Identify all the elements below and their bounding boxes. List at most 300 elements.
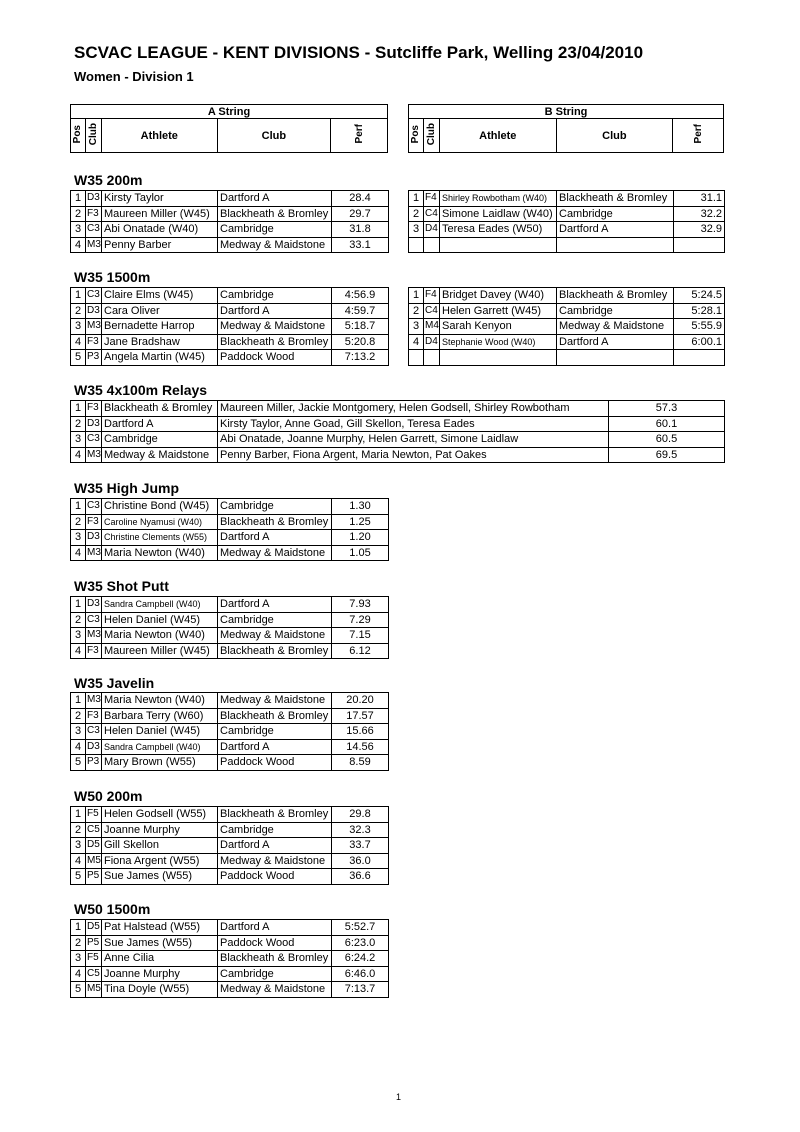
club-code-cell: P5 xyxy=(86,935,102,951)
table-row xyxy=(71,319,389,335)
table-row xyxy=(71,755,389,771)
club-code-cell: F5 xyxy=(86,807,102,823)
table-row xyxy=(71,612,389,628)
club-cell: Blackheath & Bromley xyxy=(218,643,332,659)
perf-header: Perf xyxy=(673,119,724,153)
performance-cell: 5:18.7 xyxy=(332,319,389,335)
club-cell: Medway & Maidstone xyxy=(218,628,332,644)
club-cell: Blackheath & Bromley xyxy=(557,288,674,304)
position-cell: 2 xyxy=(71,935,86,951)
performance-cell: 5:55.9 xyxy=(674,319,725,335)
club-code-cell: C3 xyxy=(86,288,102,304)
division-subtitle: Women - Division 1 xyxy=(74,69,194,84)
event-heading: W35 Shot Putt xyxy=(74,578,169,594)
performance-cell: 5:20.8 xyxy=(332,334,389,350)
club-cell xyxy=(557,237,674,253)
b-string-label: B String xyxy=(409,105,724,119)
performance-cell: 7:13.2 xyxy=(332,350,389,366)
table-row xyxy=(409,191,725,207)
performance-cell: 29.7 xyxy=(332,206,389,222)
position-cell: 4 xyxy=(71,334,86,350)
table-row xyxy=(71,288,389,304)
performance-cell: 1.20 xyxy=(332,530,389,546)
athlete-cell: Angela Martin (W45) xyxy=(102,350,218,366)
club-cell: Dartford A xyxy=(557,334,674,350)
team-members-cell: Penny Barber, Fiona Argent, Maria Newton, Pat Oakes xyxy=(218,447,609,463)
position-cell: 5 xyxy=(71,755,86,771)
club-code-cell: M5 xyxy=(86,982,102,998)
athlete-cell: Helen Daniel (W45) xyxy=(102,612,218,628)
club-code-cell: M3 xyxy=(86,693,102,709)
table-row xyxy=(71,222,389,238)
position-cell xyxy=(409,350,424,366)
position-cell: 2 xyxy=(409,206,424,222)
club-cell: Blackheath & Bromley xyxy=(218,708,332,724)
club-code-cell: P5 xyxy=(86,869,102,885)
club-code-cell: D3 xyxy=(86,303,102,319)
club-cell: Medway & Maidstone xyxy=(218,693,332,709)
position-cell: 1 xyxy=(409,191,424,207)
club-code-cell xyxy=(424,350,440,366)
athlete-cell: Tina Doyle (W55) xyxy=(102,982,218,998)
club-code-cell: F3 xyxy=(86,643,102,659)
page-number: 1 xyxy=(396,1092,402,1102)
b-string-results-table xyxy=(408,190,725,253)
pos-header: Pos xyxy=(409,119,424,153)
team-cell: Cambridge xyxy=(102,432,218,448)
club-cell: Medway & Maidstone xyxy=(218,237,332,253)
position-cell: 1 xyxy=(71,191,86,207)
b-string-header xyxy=(408,104,724,153)
club-cell: Cambridge xyxy=(218,966,332,982)
club-code-cell: C5 xyxy=(86,822,102,838)
performance-cell: 57.3 xyxy=(609,401,725,417)
performance-cell: 5:24.5 xyxy=(674,288,725,304)
position-cell: 4 xyxy=(71,545,86,561)
club-code-cell: C4 xyxy=(424,206,440,222)
table-row xyxy=(71,206,389,222)
club-code-cell: M4 xyxy=(424,319,440,335)
club-cell: Dartford A xyxy=(218,530,332,546)
performance-cell: 6:46.0 xyxy=(332,966,389,982)
position-cell: 2 xyxy=(71,514,86,530)
athlete-header: Athlete xyxy=(101,119,217,153)
position-cell: 4 xyxy=(71,237,86,253)
table-row xyxy=(71,530,389,546)
athlete-cell xyxy=(440,237,557,253)
athlete-cell: Gill Skellon xyxy=(102,838,218,854)
athlete-cell: Penny Barber xyxy=(102,237,218,253)
performance-cell: 14.56 xyxy=(332,739,389,755)
club-code-cell: C3 xyxy=(86,499,102,515)
position-cell: 2 xyxy=(71,612,86,628)
performance-cell: 36.6 xyxy=(332,869,389,885)
club-code-cell: M3 xyxy=(86,319,102,335)
position-cell: 2 xyxy=(71,303,86,319)
table-row xyxy=(71,724,389,740)
club-code-cell: D5 xyxy=(86,838,102,854)
athlete-header: Athlete xyxy=(439,119,556,153)
event-results-table xyxy=(70,919,389,998)
team-cell: Medway & Maidstone xyxy=(102,447,218,463)
a-string-results-table xyxy=(70,190,389,253)
club-code-cell: D4 xyxy=(424,334,440,350)
position-cell: 5 xyxy=(71,982,86,998)
performance-cell: 5:28.1 xyxy=(674,303,725,319)
performance-cell: 4:56.9 xyxy=(332,288,389,304)
club-cell: Cambridge xyxy=(557,303,674,319)
athlete-cell: Christine Clements (W55) xyxy=(102,530,218,546)
club-cell: Medway & Maidstone xyxy=(218,319,332,335)
performance-cell: 15.66 xyxy=(332,724,389,740)
performance-cell: 1.25 xyxy=(332,514,389,530)
athlete-cell: Anne Cilia xyxy=(102,951,218,967)
position-cell: 1 xyxy=(71,693,86,709)
position-cell: 3 xyxy=(71,838,86,854)
club-code-cell: M3 xyxy=(86,237,102,253)
event-results-table xyxy=(70,806,389,885)
position-cell: 1 xyxy=(409,288,424,304)
table-row xyxy=(409,350,725,366)
performance-cell: 33.1 xyxy=(332,237,389,253)
club-code-cell: C4 xyxy=(424,303,440,319)
athlete-cell: Fiona Argent (W55) xyxy=(102,853,218,869)
athlete-cell: Kirsty Taylor xyxy=(102,191,218,207)
position-cell: 2 xyxy=(409,303,424,319)
performance-cell: 32.3 xyxy=(332,822,389,838)
table-row xyxy=(71,853,389,869)
event-results-table xyxy=(70,692,389,771)
position-cell: 4 xyxy=(71,447,86,463)
table-row xyxy=(71,432,725,448)
table-row xyxy=(71,739,389,755)
position-cell: 4 xyxy=(71,643,86,659)
club-cell: Medway & Maidstone xyxy=(557,319,674,335)
table-row xyxy=(71,401,725,417)
table-row xyxy=(409,303,725,319)
athlete-cell: Abi Onatade (W40) xyxy=(102,222,218,238)
club-code-cell: D3 xyxy=(86,191,102,207)
athlete-cell: Mary Brown (W55) xyxy=(102,755,218,771)
club-cell: Dartford A xyxy=(557,222,674,238)
position-cell: 3 xyxy=(71,724,86,740)
club-code-cell: M3 xyxy=(86,545,102,561)
event-heading: W50 200m xyxy=(74,788,143,804)
performance-cell: 69.5 xyxy=(609,447,725,463)
athlete-cell: Barbara Terry (W60) xyxy=(102,708,218,724)
position-cell: 2 xyxy=(71,822,86,838)
club-cell: Cambridge xyxy=(218,288,332,304)
position-cell: 1 xyxy=(71,499,86,515)
table-row xyxy=(71,303,389,319)
table-row xyxy=(71,708,389,724)
table-row xyxy=(71,416,725,432)
table-row xyxy=(71,693,389,709)
event-results-table xyxy=(70,498,389,561)
club-cell: Dartford A xyxy=(218,838,332,854)
position-cell: 4 xyxy=(71,739,86,755)
table-row xyxy=(409,206,725,222)
club-cell: Paddock Wood xyxy=(218,869,332,885)
athlete-cell: Sandra Campbell (W40) xyxy=(102,597,218,613)
perf-header: Perf xyxy=(331,119,388,153)
performance-cell: 31.8 xyxy=(332,222,389,238)
position-cell: 2 xyxy=(71,708,86,724)
club-code-cell: F5 xyxy=(86,951,102,967)
performance-cell: 1.30 xyxy=(332,499,389,515)
club-code-cell: M5 xyxy=(86,853,102,869)
club-cell: Cambridge xyxy=(218,222,332,238)
performance-cell: 36.0 xyxy=(332,853,389,869)
table-row xyxy=(409,334,725,350)
club-cell: Cambridge xyxy=(218,499,332,515)
athlete-cell: Helen Garrett (W45) xyxy=(440,303,557,319)
position-cell: 3 xyxy=(71,432,86,448)
club-cell: Medway & Maidstone xyxy=(218,982,332,998)
athlete-cell: Caroline Nyamusi (W40) xyxy=(102,514,218,530)
club-code-cell: M3 xyxy=(86,447,102,463)
club-cell: Blackheath & Bromley xyxy=(218,807,332,823)
table-row xyxy=(71,514,389,530)
performance-cell: 28.4 xyxy=(332,191,389,207)
club-code-cell: D5 xyxy=(86,920,102,936)
club-cell: Dartford A xyxy=(218,739,332,755)
performance-cell: 7.93 xyxy=(332,597,389,613)
club-cell: Blackheath & Bromley xyxy=(218,334,332,350)
club-code-cell: F3 xyxy=(86,708,102,724)
athlete-cell: Sarah Kenyon xyxy=(440,319,557,335)
athlete-cell: Bridget Davey (W40) xyxy=(440,288,557,304)
team-members-cell: Abi Onatade, Joanne Murphy, Helen Garrett, Simone Laidlaw xyxy=(218,432,609,448)
club-code-cell: F3 xyxy=(86,514,102,530)
club-code-cell: F4 xyxy=(424,288,440,304)
position-cell: 2 xyxy=(71,416,86,432)
position-cell: 3 xyxy=(409,319,424,335)
position-cell: 3 xyxy=(71,628,86,644)
club-code-cell: F3 xyxy=(86,206,102,222)
athlete-cell: Maria Newton (W40) xyxy=(102,693,218,709)
table-row xyxy=(71,920,389,936)
position-cell: 3 xyxy=(71,319,86,335)
performance-cell xyxy=(674,350,725,366)
club-code-cell: F3 xyxy=(86,401,102,417)
performance-cell: 32.2 xyxy=(674,206,725,222)
club-header: Club xyxy=(217,119,331,153)
performance-cell: 33.7 xyxy=(332,838,389,854)
athlete-cell: Shirley Rowbotham (W40) xyxy=(440,191,557,207)
table-row xyxy=(409,288,725,304)
position-cell: 1 xyxy=(71,288,86,304)
a-string-header xyxy=(70,104,388,153)
club-code-cell: C3 xyxy=(86,222,102,238)
table-row xyxy=(409,319,725,335)
performance-cell: 8.59 xyxy=(332,755,389,771)
club-code-cell: D3 xyxy=(86,597,102,613)
club-cell: Cambridge xyxy=(218,612,332,628)
club-cell: Paddock Wood xyxy=(218,935,332,951)
club-cell: Dartford A xyxy=(218,597,332,613)
club-code-header: Club xyxy=(423,119,439,153)
club-cell: Medway & Maidstone xyxy=(218,545,332,561)
athlete-cell: Sue James (W55) xyxy=(102,869,218,885)
performance-cell: 6:23.0 xyxy=(332,935,389,951)
table-row xyxy=(71,447,725,463)
performance-cell: 7.15 xyxy=(332,628,389,644)
table-row xyxy=(71,869,389,885)
performance-cell: 60.5 xyxy=(609,432,725,448)
performance-cell: 6.12 xyxy=(332,643,389,659)
performance-cell xyxy=(674,237,725,253)
page-title: SCVAC LEAGUE - KENT DIVISIONS - Sutcliffe Park, Welling 23/04/2010 xyxy=(74,43,644,62)
club-code-cell: F4 xyxy=(424,191,440,207)
athlete-cell: Pat Halstead (W55) xyxy=(102,920,218,936)
athlete-cell: Simone Laidlaw (W40) xyxy=(440,206,557,222)
performance-cell: 5:52.7 xyxy=(332,920,389,936)
club-code-cell: C3 xyxy=(86,432,102,448)
performance-cell: 60.1 xyxy=(609,416,725,432)
position-cell: 3 xyxy=(71,222,86,238)
a-string-results-table xyxy=(70,287,389,366)
team-cell: Blackheath & Bromley xyxy=(102,401,218,417)
table-row xyxy=(71,966,389,982)
athlete-cell: Teresa Eades (W50) xyxy=(440,222,557,238)
athlete-cell: Bernadette Harrop xyxy=(102,319,218,335)
table-row xyxy=(71,545,389,561)
club-cell: Cambridge xyxy=(218,724,332,740)
event-heading: W35 High Jump xyxy=(74,480,180,496)
club-cell: Cambridge xyxy=(218,822,332,838)
club-cell: Cambridge xyxy=(557,206,674,222)
table-row xyxy=(71,334,389,350)
relay-results-table xyxy=(70,400,725,463)
event-results-table xyxy=(70,596,389,659)
athlete-cell: Maureen Miller (W45) xyxy=(102,206,218,222)
club-cell: Blackheath & Bromley xyxy=(218,206,332,222)
position-cell: 5 xyxy=(71,350,86,366)
athlete-cell: Cara Oliver xyxy=(102,303,218,319)
table-row xyxy=(409,237,725,253)
athlete-cell: Sue James (W55) xyxy=(102,935,218,951)
performance-cell: 6:24.2 xyxy=(332,951,389,967)
club-cell: Blackheath & Bromley xyxy=(218,951,332,967)
position-cell: 1 xyxy=(71,920,86,936)
club-cell: Paddock Wood xyxy=(218,350,332,366)
position-cell: 3 xyxy=(71,530,86,546)
athlete-cell: Maria Newton (W40) xyxy=(102,628,218,644)
club-code-cell xyxy=(424,237,440,253)
table-row xyxy=(409,222,725,238)
athlete-cell: Helen Godsell (W55) xyxy=(102,807,218,823)
performance-cell: 32.9 xyxy=(674,222,725,238)
club-code-cell: P3 xyxy=(86,755,102,771)
pos-header: Pos xyxy=(71,119,86,153)
club-code-cell: F3 xyxy=(86,334,102,350)
performance-cell: 7:13.7 xyxy=(332,982,389,998)
athlete-cell: Christine Bond (W45) xyxy=(102,499,218,515)
performance-cell: 31.1 xyxy=(674,191,725,207)
performance-cell: 20.20 xyxy=(332,693,389,709)
event-heading: W35 4x100m Relays xyxy=(74,382,208,398)
position-cell: 1 xyxy=(71,597,86,613)
position-cell: 3 xyxy=(409,222,424,238)
club-cell: Medway & Maidstone xyxy=(218,853,332,869)
table-row xyxy=(71,237,389,253)
club-cell: Blackheath & Bromley xyxy=(218,514,332,530)
event-heading: W35 200m xyxy=(74,172,143,188)
athlete-cell: Stephanie Wood (W40) xyxy=(440,334,557,350)
athlete-cell: Helen Daniel (W45) xyxy=(102,724,218,740)
table-row xyxy=(71,838,389,854)
athlete-cell: Claire Elms (W45) xyxy=(102,288,218,304)
performance-cell: 7.29 xyxy=(332,612,389,628)
team-members-cell: Maureen Miller, Jackie Montgomery, Helen Godsell, Shirley Rowbotham xyxy=(218,401,609,417)
table-row xyxy=(71,597,389,613)
table-row xyxy=(71,951,389,967)
club-code-cell: P3 xyxy=(86,350,102,366)
table-row xyxy=(71,935,389,951)
club-cell: Dartford A xyxy=(218,920,332,936)
performance-cell: 4:59.7 xyxy=(332,303,389,319)
club-cell: Blackheath & Bromley xyxy=(557,191,674,207)
event-heading: W35 Javelin xyxy=(74,675,155,691)
table-row xyxy=(71,982,389,998)
athlete-cell xyxy=(440,350,557,366)
event-heading: W35 1500m xyxy=(74,269,151,285)
club-cell xyxy=(557,350,674,366)
position-cell: 3 xyxy=(71,951,86,967)
position-cell xyxy=(409,237,424,253)
table-row xyxy=(71,350,389,366)
club-code-cell: D3 xyxy=(86,739,102,755)
club-code-cell: C3 xyxy=(86,724,102,740)
position-cell: 1 xyxy=(71,807,86,823)
club-cell: Paddock Wood xyxy=(218,755,332,771)
table-row xyxy=(71,643,389,659)
club-code-cell: D3 xyxy=(86,530,102,546)
team-cell: Dartford A xyxy=(102,416,218,432)
athlete-cell: Maureen Miller (W45) xyxy=(102,643,218,659)
club-cell: Dartford A xyxy=(218,191,332,207)
club-code-cell: C5 xyxy=(86,966,102,982)
table-row xyxy=(71,499,389,515)
club-cell: Dartford A xyxy=(218,303,332,319)
performance-cell: 1.05 xyxy=(332,545,389,561)
position-cell: 1 xyxy=(71,401,86,417)
athlete-cell: Joanne Murphy xyxy=(102,966,218,982)
a-string-label: A String xyxy=(71,105,388,119)
club-code-cell: M3 xyxy=(86,628,102,644)
table-row xyxy=(71,628,389,644)
athlete-cell: Joanne Murphy xyxy=(102,822,218,838)
athlete-cell: Maria Newton (W40) xyxy=(102,545,218,561)
table-row xyxy=(71,807,389,823)
performance-cell: 6:00.1 xyxy=(674,334,725,350)
team-members-cell: Kirsty Taylor, Anne Goad, Gill Skellon, Teresa Eades xyxy=(218,416,609,432)
club-code-cell: D3 xyxy=(86,416,102,432)
table-row xyxy=(71,822,389,838)
position-cell: 4 xyxy=(409,334,424,350)
athlete-cell: Jane Bradshaw xyxy=(102,334,218,350)
position-cell: 5 xyxy=(71,869,86,885)
club-code-cell: C3 xyxy=(86,612,102,628)
position-cell: 2 xyxy=(71,206,86,222)
athlete-cell: Sandra Campbell (W40) xyxy=(102,739,218,755)
b-string-results-table xyxy=(408,287,725,366)
club-code-cell: D4 xyxy=(424,222,440,238)
performance-cell: 29.8 xyxy=(332,807,389,823)
position-cell: 4 xyxy=(71,853,86,869)
club-header: Club xyxy=(556,119,673,153)
